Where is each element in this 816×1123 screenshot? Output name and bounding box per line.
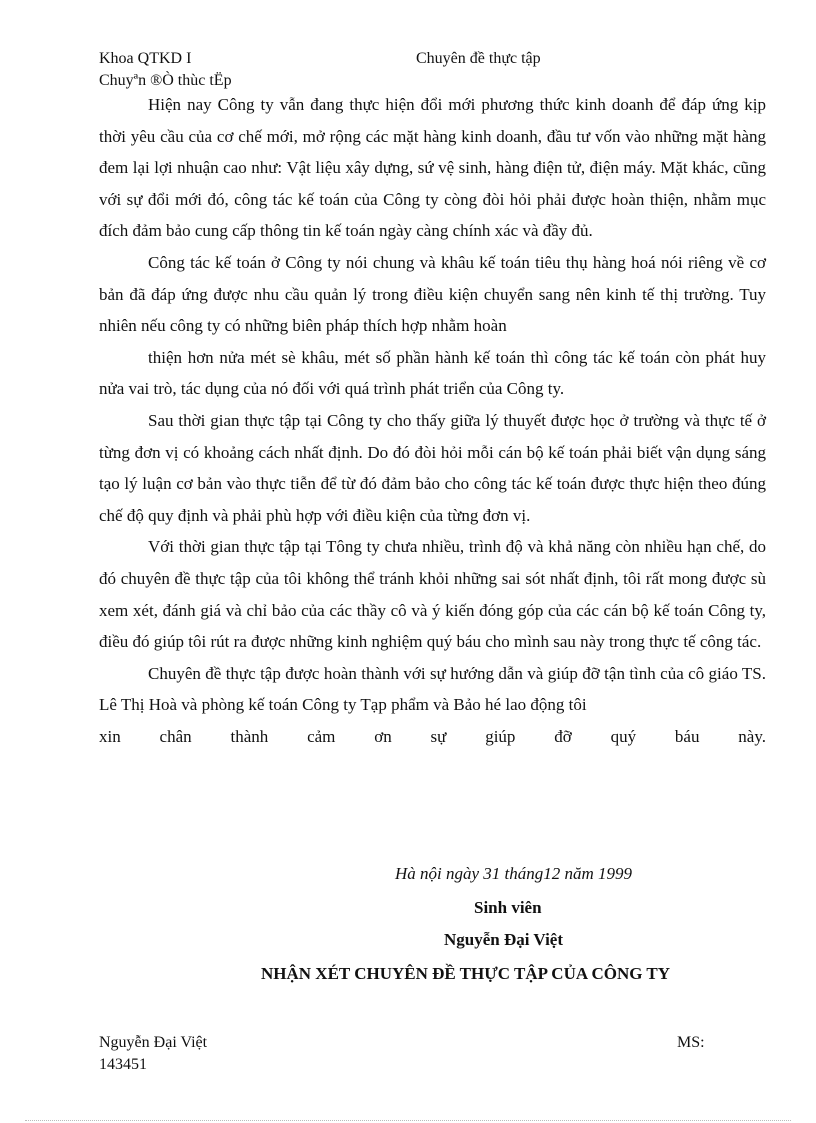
paragraph-4: Với thời gian thực tập tại Tông ty chưa nhiều, trình độ và khả năng còn nhiều hạn chế, do đó chuyên đề thực tập của tôi không thể tránh khỏi những sai sót nhất định, tôi rất mong được sù xem xét, đánh giá và chỉ bảo của các thầy cô và ý kiến đóng góp của các cán bộ kế toán Công ty, điều đó giúp tôi rút ra được những kinh nghiệm quý báu cho mình sau này trong thực tế công tác. [99, 537, 766, 652]
paragraph-3: Sau thời gian thực tập tại Công ty cho thấy giữa lý thuyết được học ở trường và thực tế ở từng đơn vị có khoảng cách nhất định. Do đó đòi hỏi mỗi cán bộ kế toán phải biết vận dụng sáng tạo lý luận cơ bản vào thực tiễn để từ đó đảm bảo cho công tác kế toán được thực hiện theo đúng chế độ quy định và phải phù hợp với điều kiện của từng đơn vị. [99, 410, 766, 525]
paragraph-2-continued: thiện hơn nửa mét sè khâu, mét số phần hành kế toán thì công tác kế toán còn phát huy nửa vai trò, tác dụng của nó đối với quá trình phát triển của Công ty. [99, 347, 766, 399]
footer-name: Nguyễn Đại Việt [99, 1034, 208, 1051]
section-title: NHẬN XÉT CHUYÊN ĐỀ THỰC TẬP CỦA CÔNG TY [261, 964, 671, 983]
header-title: Chuyên đề thực tập [416, 50, 541, 67]
footer-ms-value: 143451 [99, 1056, 147, 1073]
signature-name: Nguyễn Đại Việt [444, 930, 563, 949]
paragraph-2: Công tác kế toán ở Công ty nói chung và khâu kế toán tiêu thụ hàng hoá nói riêng về cơ bản đã đáp ứng được nhu cầu quản lý trong điều kiện chuyển sang nên kinh tế thị trường. Tuy nhiên nếu công ty có những biên pháp thích hợp nhằm hoàn [99, 252, 766, 336]
paragraph-5: Chuyên đề thực tập được hoàn thành với sự hướng dẫn và giúp đỡ tận tình của cô giáo TS. Lê Thị Hoà và phòng kế toán Công ty Tạp phẩm và Bảo hé lao động tôi [99, 663, 766, 715]
paragraph-1: Hiện nay Công ty vẫn đang thực hiện đổi mới phương thức kinh doanh để đáp ứng kịp thời yêu cầu của cơ chế mới, mở rộng các mặt hàng kinh doanh, đầu tư vốn vào những mặt hàng đem lại lợi nhuận cao như: Vật liệu xây dựng, sứ vệ sinh, hàng điện tử, điện máy. Mặt khác, cũng với sự đổi mới đó, công tác kế toán của Công ty còng đòi hỏi phải được hoàn thiện, nhằm mục đích đảm bảo cung cấp thông tin kế toán ngày càng chính xác và đầy đủ. [99, 95, 766, 241]
signature-role: Sinh viên [474, 898, 542, 917]
header-garbled-title: Chuyªn ®Ò thùc tËp [99, 72, 232, 89]
header-department: Khoa QTKD I [99, 50, 192, 67]
body-text [99, 89, 766, 752]
footer-ms-label: MS: [677, 1034, 705, 1051]
paragraph-5-last-line: xin chân thành cảm ơn sự giúp đỡ quý báu này. [99, 726, 766, 746]
signature-date: Hà nội ngày 31 tháng12 năm 1999 [395, 864, 633, 883]
page-bottom-divider [25, 1120, 791, 1121]
